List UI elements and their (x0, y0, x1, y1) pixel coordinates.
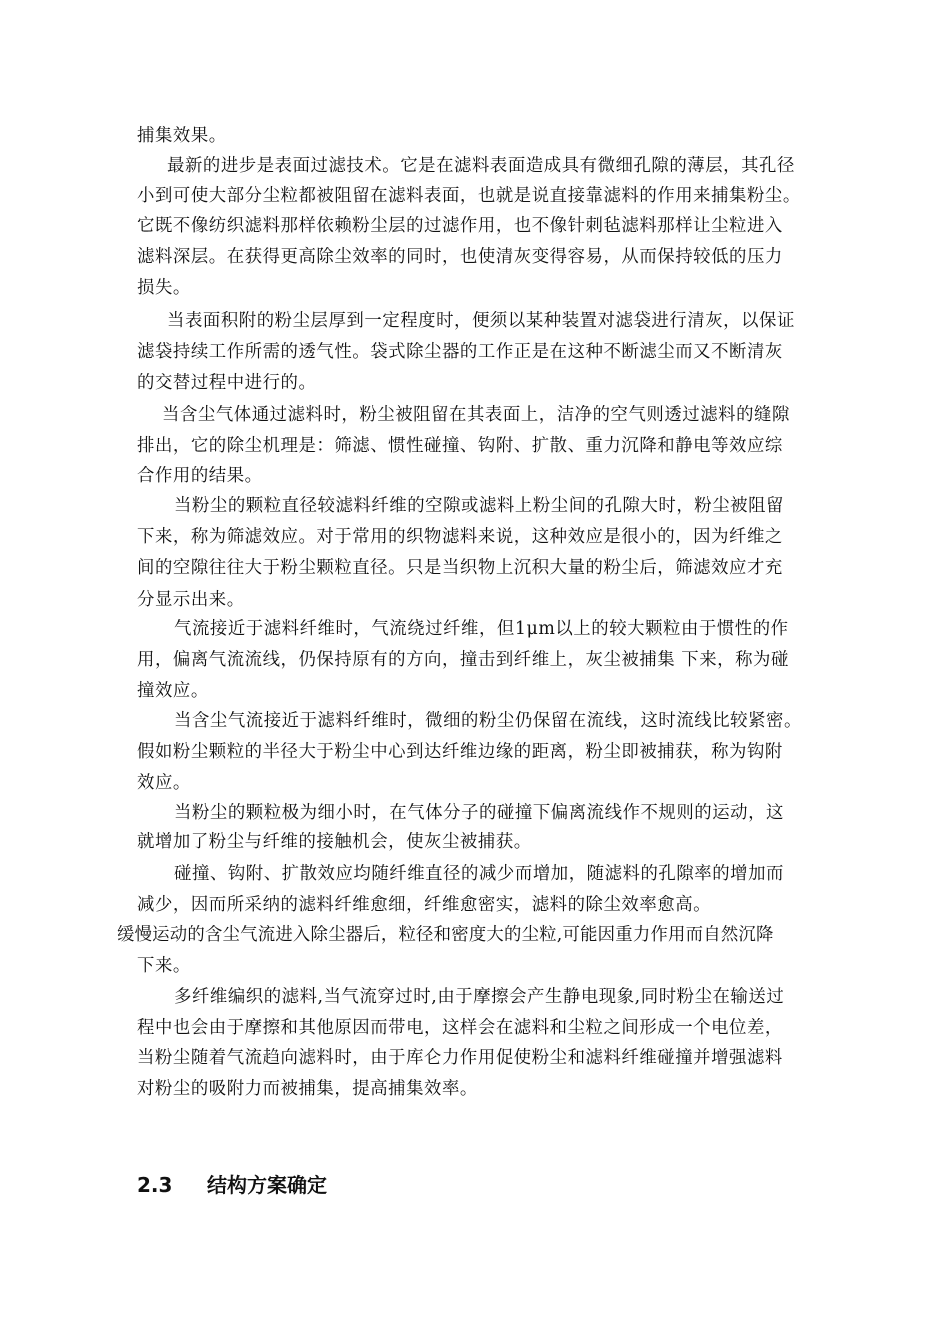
section-heading (137, 1172, 327, 1198)
text-line: 下来。 (137, 956, 191, 976)
text-line: 多纤维编织的滤料,当气流穿过时,由于摩擦会产生静电现象,同时粉尘在输送过 (174, 987, 785, 1007)
text-line: 排出，它的除尘机理是：筛滤、惯性碰撞、钩附、扩散、重力沉降和静电等效应综 (137, 436, 783, 456)
text-line: 合作用的结果。 (137, 466, 263, 486)
text-line: 假如粉尘颗粒的半径大于粉尘中心到达纤维边缘的距离，粉尘即被捕获，称为钩附 (137, 742, 783, 762)
text-line: 最新的进步是表面过滤技术。它是在滤料表面造成具有微细孔隙的薄层，其孔径 (167, 156, 795, 176)
text-line: 对粉尘的吸附力而被捕集，提高捕集效率。 (137, 1079, 478, 1099)
text-line: 用，偏离气流流线，仍保持原有的方向，撞击到纤维上，灰尘被捕集 下来，称为碰 (137, 650, 789, 670)
text-line: 当含尘气流接近于滤料纤维时，微细的粉尘仍保留在流线，这时流线比较紧密。 (174, 711, 802, 731)
text-line: 碰撞、钩附、扩散效应均随纤维直径的减少而增加，随滤料的孔隙率的增加而 (174, 864, 784, 884)
text-line: 损失。 (137, 278, 191, 298)
section-title: 结构方案确定 (207, 1173, 327, 1197)
text-line: 程中也会由于摩擦和其他原因而带电，这样会在滤料和尘粒之间形成一个电位差， (137, 1018, 783, 1038)
text-line: 间的空隙往往大于粉尘颗粒直径。只是当织物上沉积大量的粉尘后，筛滤效应才充 (137, 558, 783, 578)
text-line: 滤袋持续工作所需的透气性。袋式除尘器的工作正是在这种不断滤尘而又不断清灰 (137, 342, 783, 362)
text-line: 气流接近于滤料纤维时，气流绕过纤维，但1μm以上的较大颗粒由于惯性的作 (174, 619, 789, 639)
text-line: 分显示出来。 (137, 590, 245, 610)
text-line: 的交替过程中进行的。 (137, 373, 317, 393)
text-line: 下来，称为筛滤效应。对于常用的织物滤料来说，这种效应是很小的，因为纤维之 (137, 527, 783, 547)
text-line: 小到可使大部分尘粒都被阻留在滤料表面，也就是说直接靠滤料的作用来捕集粉尘。 (137, 186, 801, 206)
text-line: 当粉尘随着气流趋向滤料时，由于库仑力作用促使粉尘和滤料纤维碰撞并增强滤料 (137, 1048, 783, 1068)
text-line: 滤料深层。在获得更高除尘效率的同时，也使清灰变得容易，从而保持较低的压力 (137, 247, 783, 267)
text-line: 捕集效果。 (137, 126, 227, 146)
text-line: 效应。 (137, 773, 191, 793)
text-line: 当粉尘的颗粒直径较滤料纤维的空隙或滤料上粉尘间的孔隙大时，粉尘被阻留 (174, 496, 784, 516)
text-line: 当含尘气体通过滤料时，粉尘被阻留在其表面上，洁净的空气则透过滤料的缝隙 (162, 405, 790, 425)
text-line: 它既不像纺织滤料那样依赖粉尘层的过滤作用，也不像针刺毡滤料那样让尘粒进入 (137, 216, 783, 236)
text-line: 减少，因而所采纳的滤料纤维愈细，纤维愈密实，滤料的除尘效率愈高。 (137, 895, 712, 915)
section-number: 2.3 (137, 1173, 173, 1197)
text-line: 当表面积附的粉尘层厚到一定程度时，便须以某种装置对滤袋进行清灰，以保证 (167, 311, 795, 331)
text-line: 当粉尘的颗粒极为细小时，在气体分子的碰撞下偏离流线作不规则的运动，这 (174, 803, 784, 823)
text-line: 缓慢运动的含尘气流进入除尘器后，粒径和密度大的尘粒,可能因重力作用而自然沉降 (117, 925, 774, 945)
text-line: 就增加了粉尘与纤维的接触机会，使灰尘被捕获。 (137, 832, 532, 852)
text-line: 撞效应。 (137, 681, 209, 701)
